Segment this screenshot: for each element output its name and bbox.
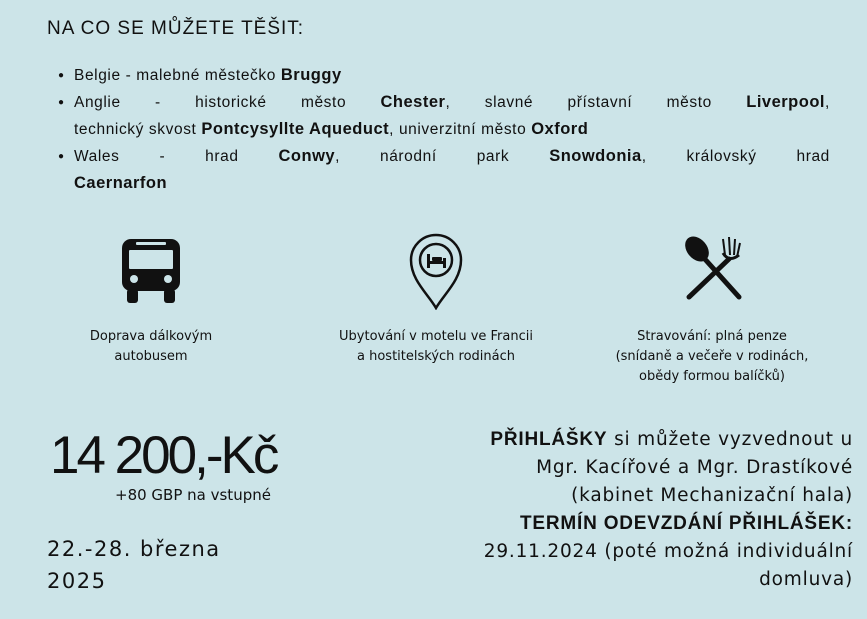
applications-line5: 29.11.2024 (poté možná individuální: [483, 541, 853, 562]
wales-line2: [74, 170, 830, 197]
fork-spoon-icon: [683, 235, 743, 301]
anglie-oxford: Oxford: [531, 120, 589, 138]
anglie-t1b: -: [155, 94, 161, 111]
wales-line1: [58, 143, 830, 170]
anglie-liverpool: Liverpool: [746, 93, 825, 111]
anglie-t2c: město: [666, 94, 712, 111]
anglie-t2a: slavné: [484, 94, 534, 111]
wales-t5: národní: [379, 148, 437, 165]
wales-t3: hrad: [205, 148, 239, 165]
trip-dates: [47, 533, 221, 597]
anglie-t1d: město: [300, 94, 347, 111]
price-extra: +80 GBP na vstupné: [115, 486, 271, 504]
wales-snowdonia: Snowdonia: [549, 147, 642, 165]
anglie-t1c: historické: [195, 94, 267, 111]
date-line2: 2025: [47, 569, 107, 593]
anglie-t1a: Anglie: [74, 94, 121, 111]
hotel-pin-icon: [408, 232, 464, 310]
anglie-chester: Chester: [380, 93, 446, 111]
deadline-title: TERMÍN ODEVZDÁNÍ PŘIHLÁŠEK:: [520, 513, 853, 534]
anglie-line2: [74, 116, 830, 143]
wales-conwy-wrap: Conwy,: [278, 147, 341, 165]
anglie-t4: technický skvost: [74, 121, 202, 138]
anglie-t2b: přístavní: [567, 94, 633, 111]
wales-t6: park: [476, 148, 510, 165]
wales-t2: -: [159, 148, 166, 165]
page-heading: NA CO SE MŮŽETE TĚŠIT:: [47, 18, 305, 39]
destination-list: [58, 62, 830, 197]
applications-title: PŘIHLÁŠKY: [490, 429, 608, 450]
wales-snowdonia-wrap: Snowdonia,: [549, 147, 647, 165]
bullet-icon: ●: [58, 70, 65, 81]
accommodation-caption: Ubytování v motelu ve Francii a hostitelských rodinách: [339, 329, 533, 364]
applications-line6: domluva): [759, 569, 853, 590]
price: 14 200,-Kč: [50, 426, 277, 485]
anglie-liverpool-wrap: Liverpool,: [746, 93, 830, 111]
applications-line3: (kabinet Mechanizační hala): [571, 485, 853, 506]
anglie-chester-wrap: Chester,: [380, 93, 451, 111]
wales-t1: Wales: [74, 148, 120, 165]
list-item-belgie: [58, 62, 830, 89]
bus-icon: [120, 237, 182, 305]
anglie-t5: , univerzitní město: [389, 121, 532, 138]
deadline-title-line: [393, 510, 853, 538]
list-item-anglie: [58, 89, 830, 143]
wales-caernarfon: Caernarfon: [74, 174, 168, 192]
anglie-line1: [58, 89, 830, 116]
belgie-text: Belgie - malebné městečko: [74, 67, 281, 84]
bullet-icon: ●: [58, 97, 65, 108]
list-item-wales: [58, 143, 830, 197]
date-line1: 22.-28. března: [47, 537, 221, 561]
belgie-bruggy: Bruggy: [280, 66, 342, 84]
anglie-aqueduct: Pontcysyllte Aqueduct: [201, 120, 390, 138]
bullet-icon: ●: [58, 151, 65, 162]
wales-conwy: Conwy: [278, 147, 336, 165]
applications-line2: Mgr. Kacířové a Mgr. Drastíkové: [536, 457, 853, 478]
transport-caption: Doprava dálkovým autobusem: [89, 329, 213, 364]
wales-t8: královský: [686, 148, 757, 165]
food-caption: Stravování: plná penze (snídaně a večeře v rodinách, obědy formou balíčků): [615, 329, 809, 384]
wales-t9: hrad: [796, 148, 830, 165]
applications-line1: PŘIHLÁŠKY si můžete vyzvednout u: [490, 429, 853, 450]
applications-block: [393, 426, 853, 594]
